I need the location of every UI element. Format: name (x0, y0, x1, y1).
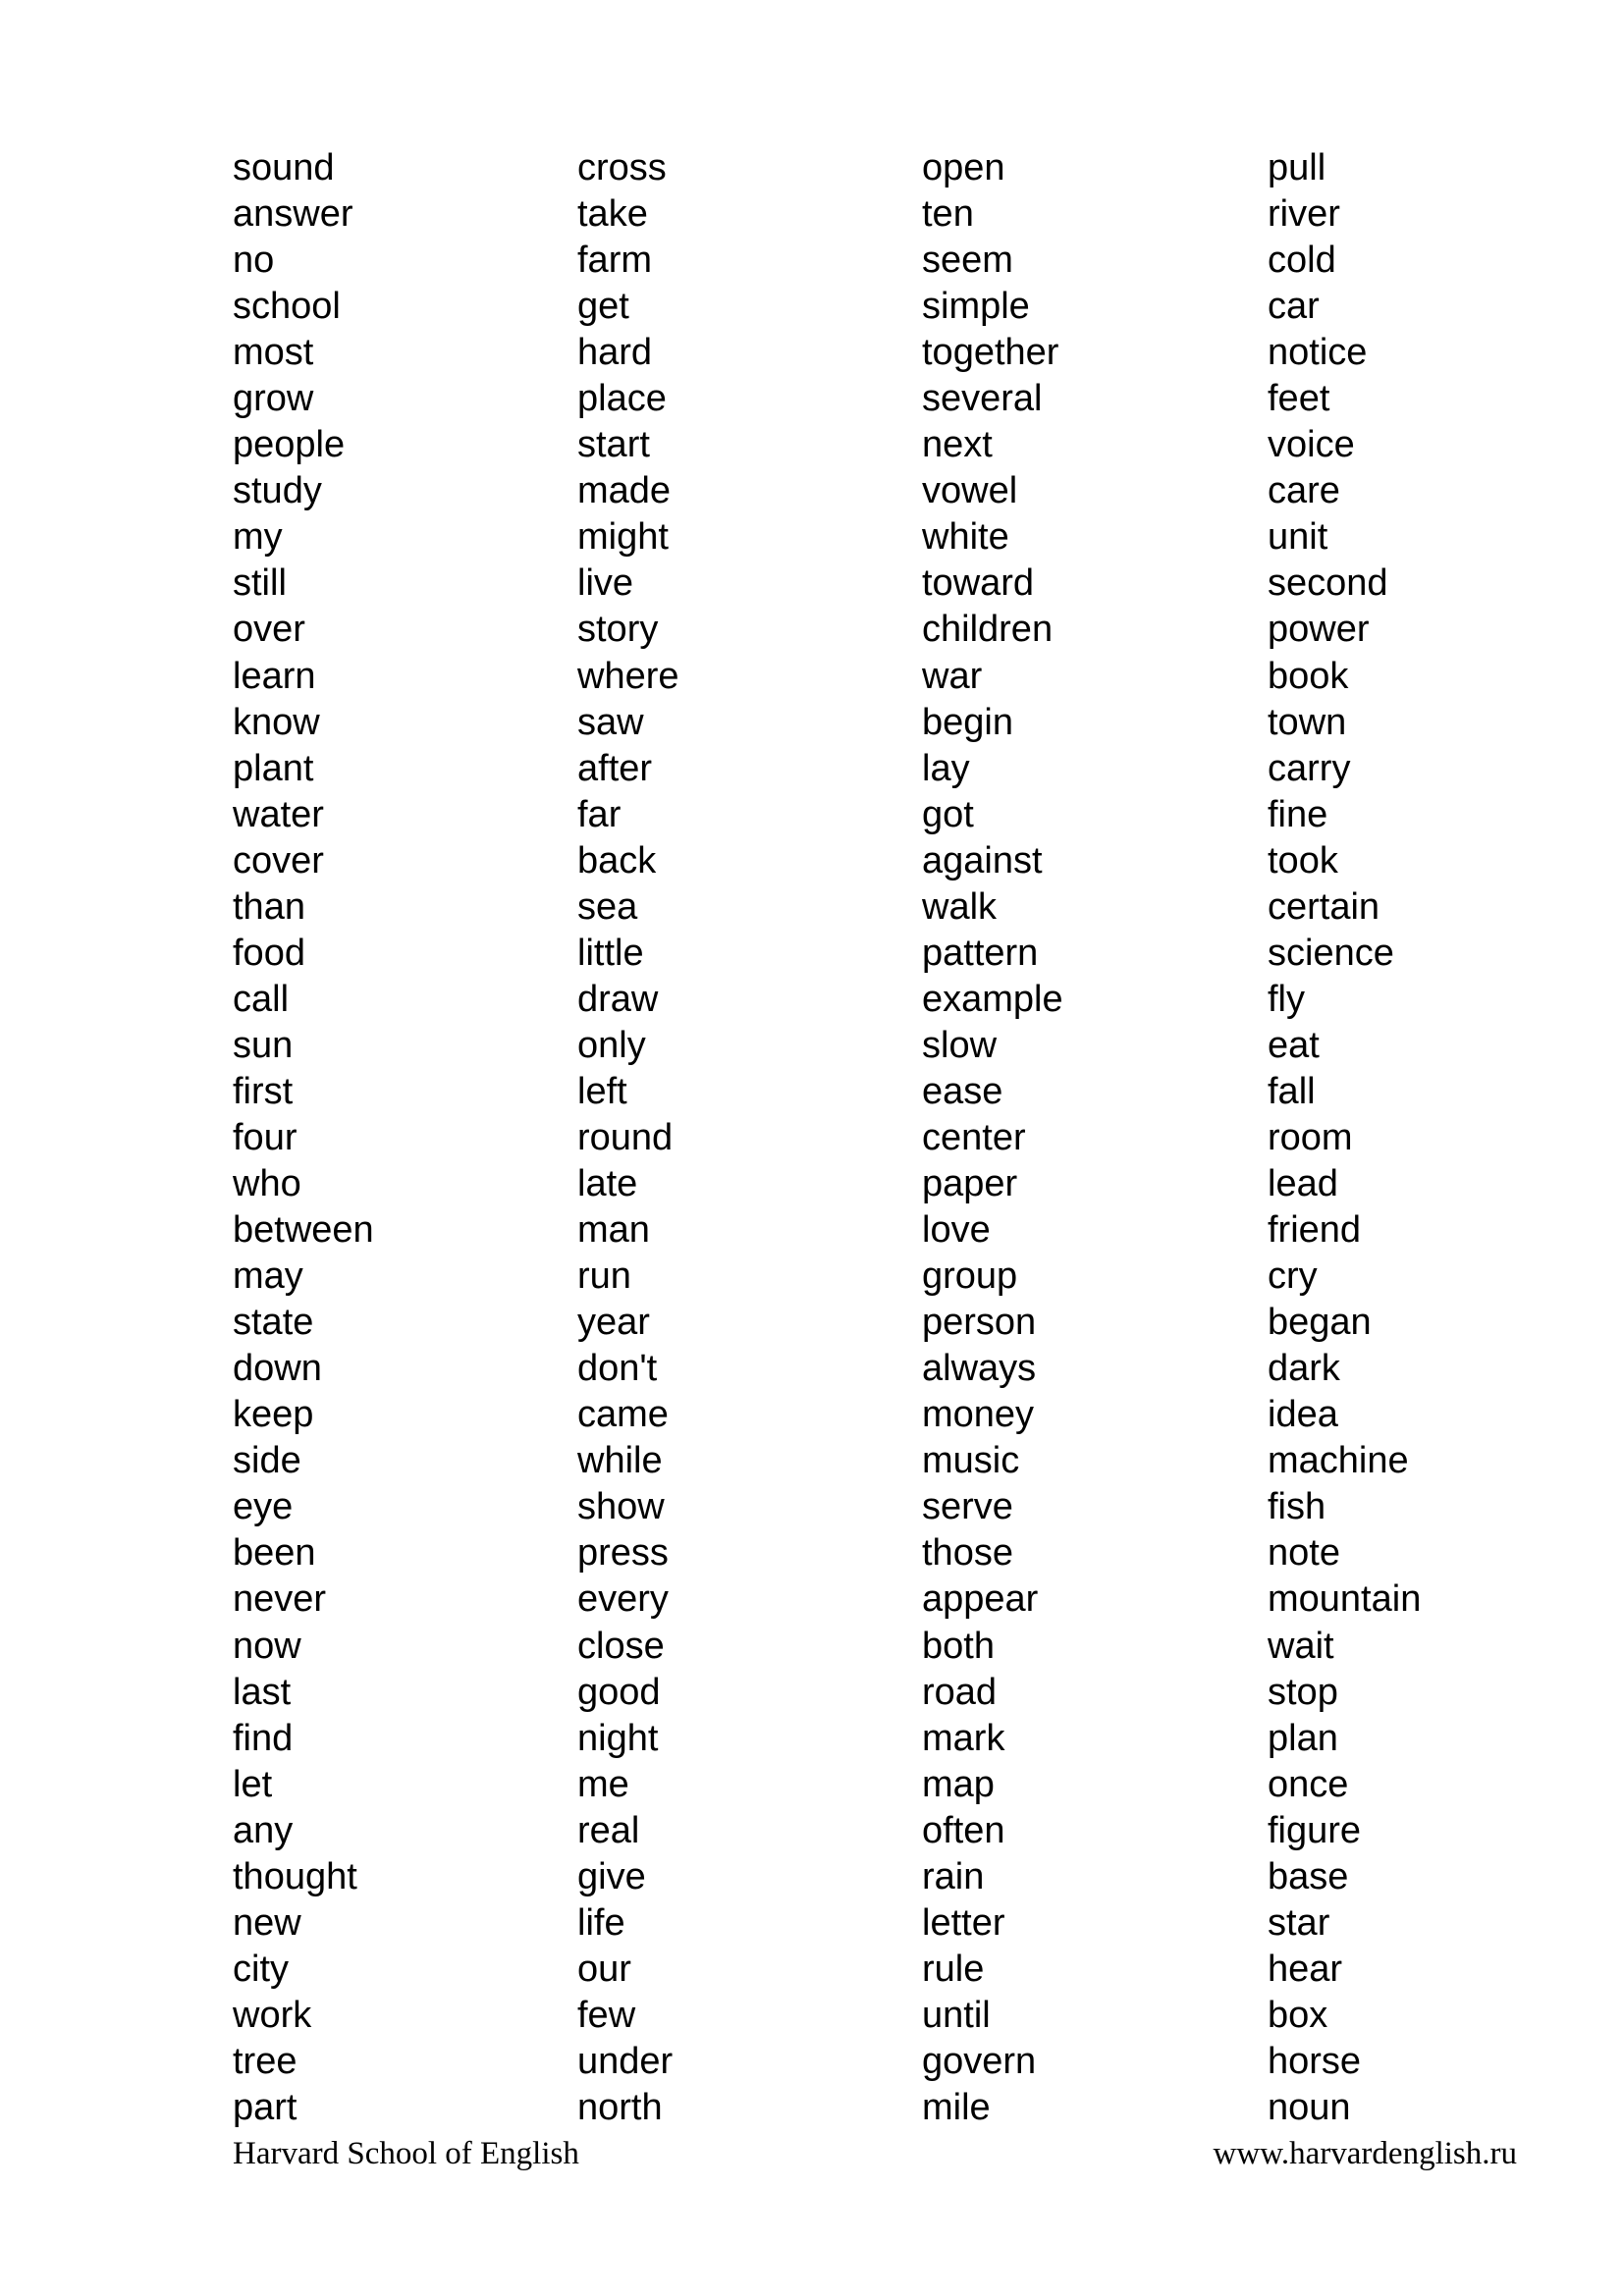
word-item: often (922, 1809, 1005, 1851)
word-item: science (1268, 932, 1394, 974)
word-item: press (577, 1532, 669, 1575)
word-item: live (577, 562, 634, 605)
word-item: got (922, 793, 974, 835)
word-item: back (577, 839, 657, 881)
word-item: person (922, 1302, 1037, 1344)
word-item: side (233, 1440, 301, 1482)
word-item: noun (1268, 2086, 1351, 2128)
footer-website: www.harvardenglish.ru (1213, 2136, 1517, 2171)
word-item: every (577, 1578, 669, 1621)
word-item: rule (922, 1948, 985, 1990)
word-item: draw (577, 978, 659, 1020)
word-item: box (1268, 1994, 1328, 2036)
word-item: don't (577, 1348, 658, 1390)
word-item: mark (922, 1717, 1005, 1759)
word-item: pull (1268, 147, 1326, 188)
word-item: feet (1268, 378, 1330, 420)
word-item: left (577, 1070, 627, 1112)
word-item: notice (1268, 332, 1368, 374)
word-item: road (922, 1671, 998, 1713)
word-item: star (1268, 1901, 1330, 1944)
word-item: cold (1268, 240, 1336, 282)
word-item: second (1268, 562, 1388, 605)
word-item: hear (1268, 1948, 1343, 1990)
word-item: round (577, 1116, 674, 1158)
word-item: children (922, 609, 1054, 651)
word-item: me (577, 1763, 629, 1805)
word-item: mile (922, 2086, 991, 2128)
word-item: horse (1268, 2040, 1362, 2082)
word-item: few (577, 1994, 636, 2036)
word-item: white (922, 516, 1009, 559)
word-item: study (233, 470, 322, 512)
word-item: simple (922, 286, 1030, 328)
word-item: city (233, 1948, 289, 1990)
word-item: late (577, 1163, 638, 1205)
word-item: ease (922, 1070, 1003, 1112)
word-item: give (577, 1855, 646, 1897)
word-item: my (233, 516, 283, 559)
word-item: little (577, 932, 644, 974)
word-item: car (1268, 286, 1320, 328)
word-item: after (577, 747, 653, 789)
word-item: open (922, 147, 1005, 188)
word-item: eat (1268, 1024, 1320, 1066)
word-item: run (577, 1255, 631, 1298)
word-item: lay (922, 747, 970, 789)
word-item: our (577, 1948, 631, 1990)
word-item: north (577, 2086, 663, 2128)
word-item: money (922, 1394, 1035, 1436)
word-item: year (577, 1302, 650, 1344)
word-item: next (922, 424, 993, 466)
word-item: together (922, 332, 1059, 374)
word-item: idea (1268, 1394, 1338, 1436)
word-item: note (1268, 1532, 1340, 1575)
word-item: man (577, 1209, 650, 1252)
word-item: find (233, 1717, 294, 1759)
word-item: center (922, 1116, 1026, 1158)
word-item: rain (922, 1855, 985, 1897)
word-item: took (1268, 839, 1338, 881)
word-item: farm (577, 240, 652, 282)
word-item: people (233, 424, 346, 466)
word-item: story (577, 609, 659, 651)
word-item: know (233, 701, 320, 743)
word-item: fine (1268, 793, 1328, 835)
word-item: carry (1268, 747, 1351, 789)
word-item: tree (233, 2040, 298, 2082)
word-item: map (922, 1763, 995, 1805)
word-item: room (1268, 1116, 1353, 1158)
word-item: river (1268, 193, 1340, 236)
word-item: good (577, 1671, 661, 1713)
word-item: no (233, 240, 275, 282)
word-item: walk (922, 885, 998, 928)
word-item: who (233, 1163, 301, 1205)
word-item: sound (233, 147, 335, 188)
word-item: while (577, 1440, 663, 1482)
word-item: real (577, 1809, 640, 1851)
word-item: example (922, 978, 1063, 1020)
word-item: both (922, 1625, 995, 1667)
word-item: power (1268, 609, 1370, 651)
word-item: paper (922, 1163, 1018, 1205)
word-item: cry (1268, 1255, 1318, 1298)
word-item: appear (922, 1578, 1039, 1621)
word-item: state (233, 1302, 314, 1344)
word-item: wait (1268, 1625, 1334, 1667)
word-item: base (1268, 1855, 1349, 1897)
word-item: began (1268, 1302, 1372, 1344)
word-item: lead (1268, 1163, 1338, 1205)
word-item: love (922, 1209, 991, 1252)
word-item: may (233, 1255, 303, 1298)
word-item: plan (1268, 1717, 1338, 1759)
word-item: start (577, 424, 650, 466)
word-item: four (233, 1116, 298, 1158)
word-item: over (233, 609, 305, 651)
word-column-1 (233, 145, 374, 2131)
word-item: than (233, 885, 305, 928)
word-item: under (577, 2040, 674, 2082)
word-item: friend (1268, 1209, 1362, 1252)
word-item: get (577, 286, 629, 328)
word-item: group (922, 1255, 1018, 1298)
word-item: cross (577, 147, 667, 188)
word-item: pattern (922, 932, 1039, 974)
word-item: war (922, 655, 983, 697)
word-item: toward (922, 562, 1035, 605)
word-item: close (577, 1625, 665, 1667)
word-item: saw (577, 701, 644, 743)
word-item: food (233, 932, 305, 974)
word-item: stop (1268, 1671, 1338, 1713)
word-item: unit (1268, 516, 1328, 559)
word-item: several (922, 378, 1043, 420)
word-item: work (233, 1994, 312, 2036)
word-item: first (233, 1070, 294, 1112)
word-item: fly (1268, 978, 1305, 1020)
word-item: been (233, 1532, 316, 1575)
word-item: once (1268, 1763, 1349, 1805)
word-item: school (233, 286, 341, 328)
word-item: between (233, 1209, 374, 1252)
word-item: against (922, 839, 1043, 881)
word-item: came (577, 1394, 669, 1436)
word-item: dark (1268, 1348, 1340, 1390)
word-item: far (577, 793, 622, 835)
word-item: figure (1268, 1809, 1362, 1851)
word-column-4 (1268, 145, 1421, 2131)
word-item: fall (1268, 1070, 1316, 1112)
word-item: let (233, 1763, 273, 1805)
word-item: show (577, 1486, 665, 1528)
word-item: those (922, 1532, 1013, 1575)
word-item: voice (1268, 424, 1355, 466)
word-item: govern (922, 2040, 1037, 2082)
word-item: book (1268, 655, 1349, 697)
word-item: new (233, 1901, 301, 1944)
word-item: vowel (922, 470, 1018, 512)
word-item: care (1268, 470, 1340, 512)
word-item: plant (233, 747, 314, 789)
word-item: any (233, 1809, 294, 1851)
word-item: eye (233, 1486, 294, 1528)
word-item: seem (922, 240, 1013, 282)
word-item: take (577, 193, 648, 236)
word-item: cover (233, 839, 324, 881)
word-item: still (233, 562, 287, 605)
word-column-3 (922, 145, 1063, 2131)
word-item: now (233, 1625, 301, 1667)
word-item: hard (577, 332, 653, 374)
word-item: keep (233, 1394, 314, 1436)
word-item: ten (922, 193, 974, 236)
word-item: answer (233, 193, 353, 236)
word-column-2 (577, 145, 679, 2131)
word-item: learn (233, 655, 316, 697)
word-item: certain (1268, 885, 1380, 928)
word-item: night (577, 1717, 659, 1759)
footer-school-name: Harvard School of English (233, 2136, 579, 2171)
word-item: made (577, 470, 672, 512)
word-item: where (577, 655, 679, 697)
word-item: call (233, 978, 290, 1020)
word-item: grow (233, 378, 314, 420)
word-item: never (233, 1578, 327, 1621)
word-item: down (233, 1348, 322, 1390)
word-item: only (577, 1024, 646, 1066)
word-item: life (577, 1901, 625, 1944)
word-item: always (922, 1348, 1037, 1390)
word-item: might (577, 516, 669, 559)
word-item: letter (922, 1901, 1005, 1944)
word-item: until (922, 1994, 991, 2036)
word-item: machine (1268, 1440, 1409, 1482)
word-item: begin (922, 701, 1013, 743)
word-item: sea (577, 885, 638, 928)
word-item: part (233, 2086, 298, 2128)
word-item: last (233, 1671, 292, 1713)
word-item: mountain (1268, 1578, 1422, 1621)
word-item: slow (922, 1024, 998, 1066)
word-item: most (233, 332, 314, 374)
word-item: sun (233, 1024, 294, 1066)
word-item: water (233, 793, 324, 835)
word-item: fish (1268, 1486, 1326, 1528)
word-item: serve (922, 1486, 1013, 1528)
word-item: music (922, 1440, 1020, 1482)
word-item: place (577, 378, 667, 420)
word-item: town (1268, 701, 1347, 743)
word-item: thought (233, 1855, 357, 1897)
